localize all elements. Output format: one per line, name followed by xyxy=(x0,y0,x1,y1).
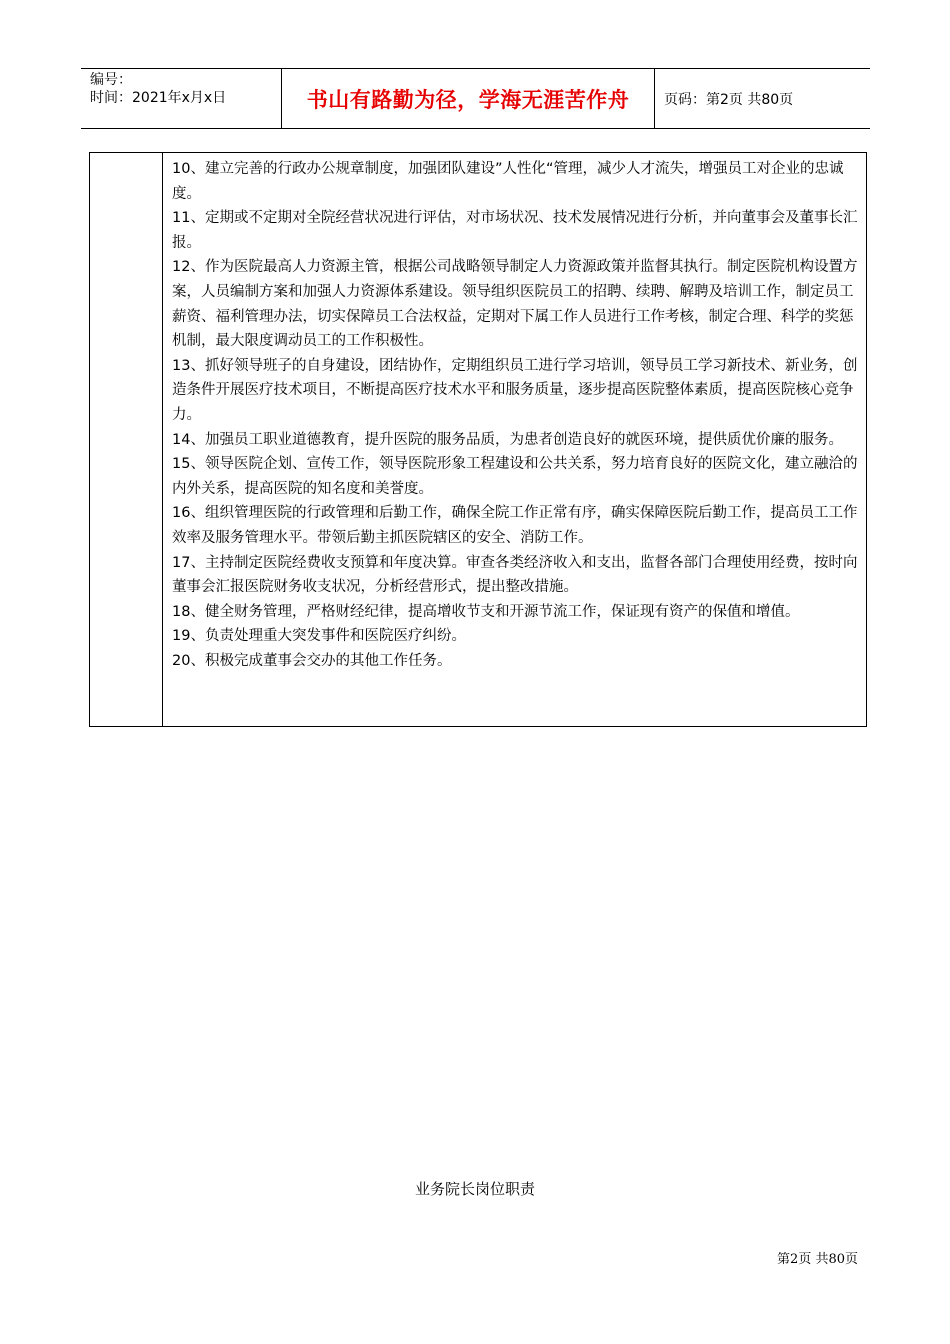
duty-item-16: 16、组织管理医院的行政管理和后勤工作，确保全院工作正常有序，确实保障医院后勤工作，提高员工工作效率及服务管理水平。带领后勤主抓医院辖区的安全、消防工作。 xyxy=(172,505,858,546)
document-number-label: 编号： xyxy=(90,72,132,88)
duty-item-19: 19、负责处理重大突发事件和医院医疗纠纷。 xyxy=(172,628,466,645)
footer-page-number: 第2页 共80页 xyxy=(777,1252,858,1267)
duty-item-18: 18、健全财务管理，严格财经纪律，提高增收节支和开源节流工作，保证现有资产的保值和增值。 xyxy=(172,603,800,620)
document-time-label: 时间：2021年x月x日 xyxy=(90,90,227,106)
header-motto: 书山有路勤为径，学海无涯苦作舟 xyxy=(281,69,655,128)
duty-table-label-cell xyxy=(90,153,163,726)
document-header xyxy=(81,68,870,129)
header-page-info: 页码：第2页 共80页 xyxy=(664,91,794,108)
header-meta xyxy=(81,69,281,128)
duty-item-15: 15、领导医院企划、宣传工作，领导医院形象工程建设和公共关系，努力培育良好的医院文化，建立融洽的内外关系，提高医院的知名度和美誉度。 xyxy=(172,456,858,497)
duty-item-13: 13、抓好领导班子的自身建设，团结协作，定期组织员工进行学习培训，领导员工学习新技术、新业务，创造条件开展医疗技术项目，不断提高医疗技术水平和服务质量，逐步提高医院整体素质，提高医院核心竞争力。 xyxy=(172,357,858,423)
next-section-title: 业务院长岗位职责 xyxy=(414,1180,535,1198)
duty-table-content-cell xyxy=(163,153,866,726)
duty-item-14: 14、加强员工职业道德教育，提升医院的服务品质，为患者创造良好的就医环境，提供质优价廉的服务。 xyxy=(172,431,843,448)
duty-item-10: 10、建立完善的行政办公规章制度，加强团队建设”人性化“管理，减少人才流失，增强员工对企业的忠诚度。 xyxy=(172,161,844,202)
duty-item-12: 12、作为医院最高人力资源主管，根据公司战略领导制定人力资源政策并监督其执行。制定医院机构设置方案，人员编制方案和加强人力资源体系建设。领导组织医院员工的招聘、续聘、解聘及培训工作，制定员工薪资、福利管理办法，切实保障员工合法权益，定期对下属工作人员进行工作考核，制定合理、科学的奖惩机制，最大限度调动员工的工作积极性。 xyxy=(172,259,858,350)
duty-item-17: 17、主持制定医院经费收支预算和年度决算。审查各类经济收入和支出，监督各部门合理使用经费，按时向董事会汇报医院财务收支状况，分析经营形式，提出整改措施。 xyxy=(172,554,858,596)
duty-table xyxy=(89,152,867,727)
duty-item-20: 20、积极完成董事会交办的其他工作任务。 xyxy=(172,652,452,669)
duty-item-11: 11、定期或不定期对全院经营状况进行评估，对市场状况、技术发展情况进行分析，并向董事会及董事长汇报。 xyxy=(172,210,858,251)
